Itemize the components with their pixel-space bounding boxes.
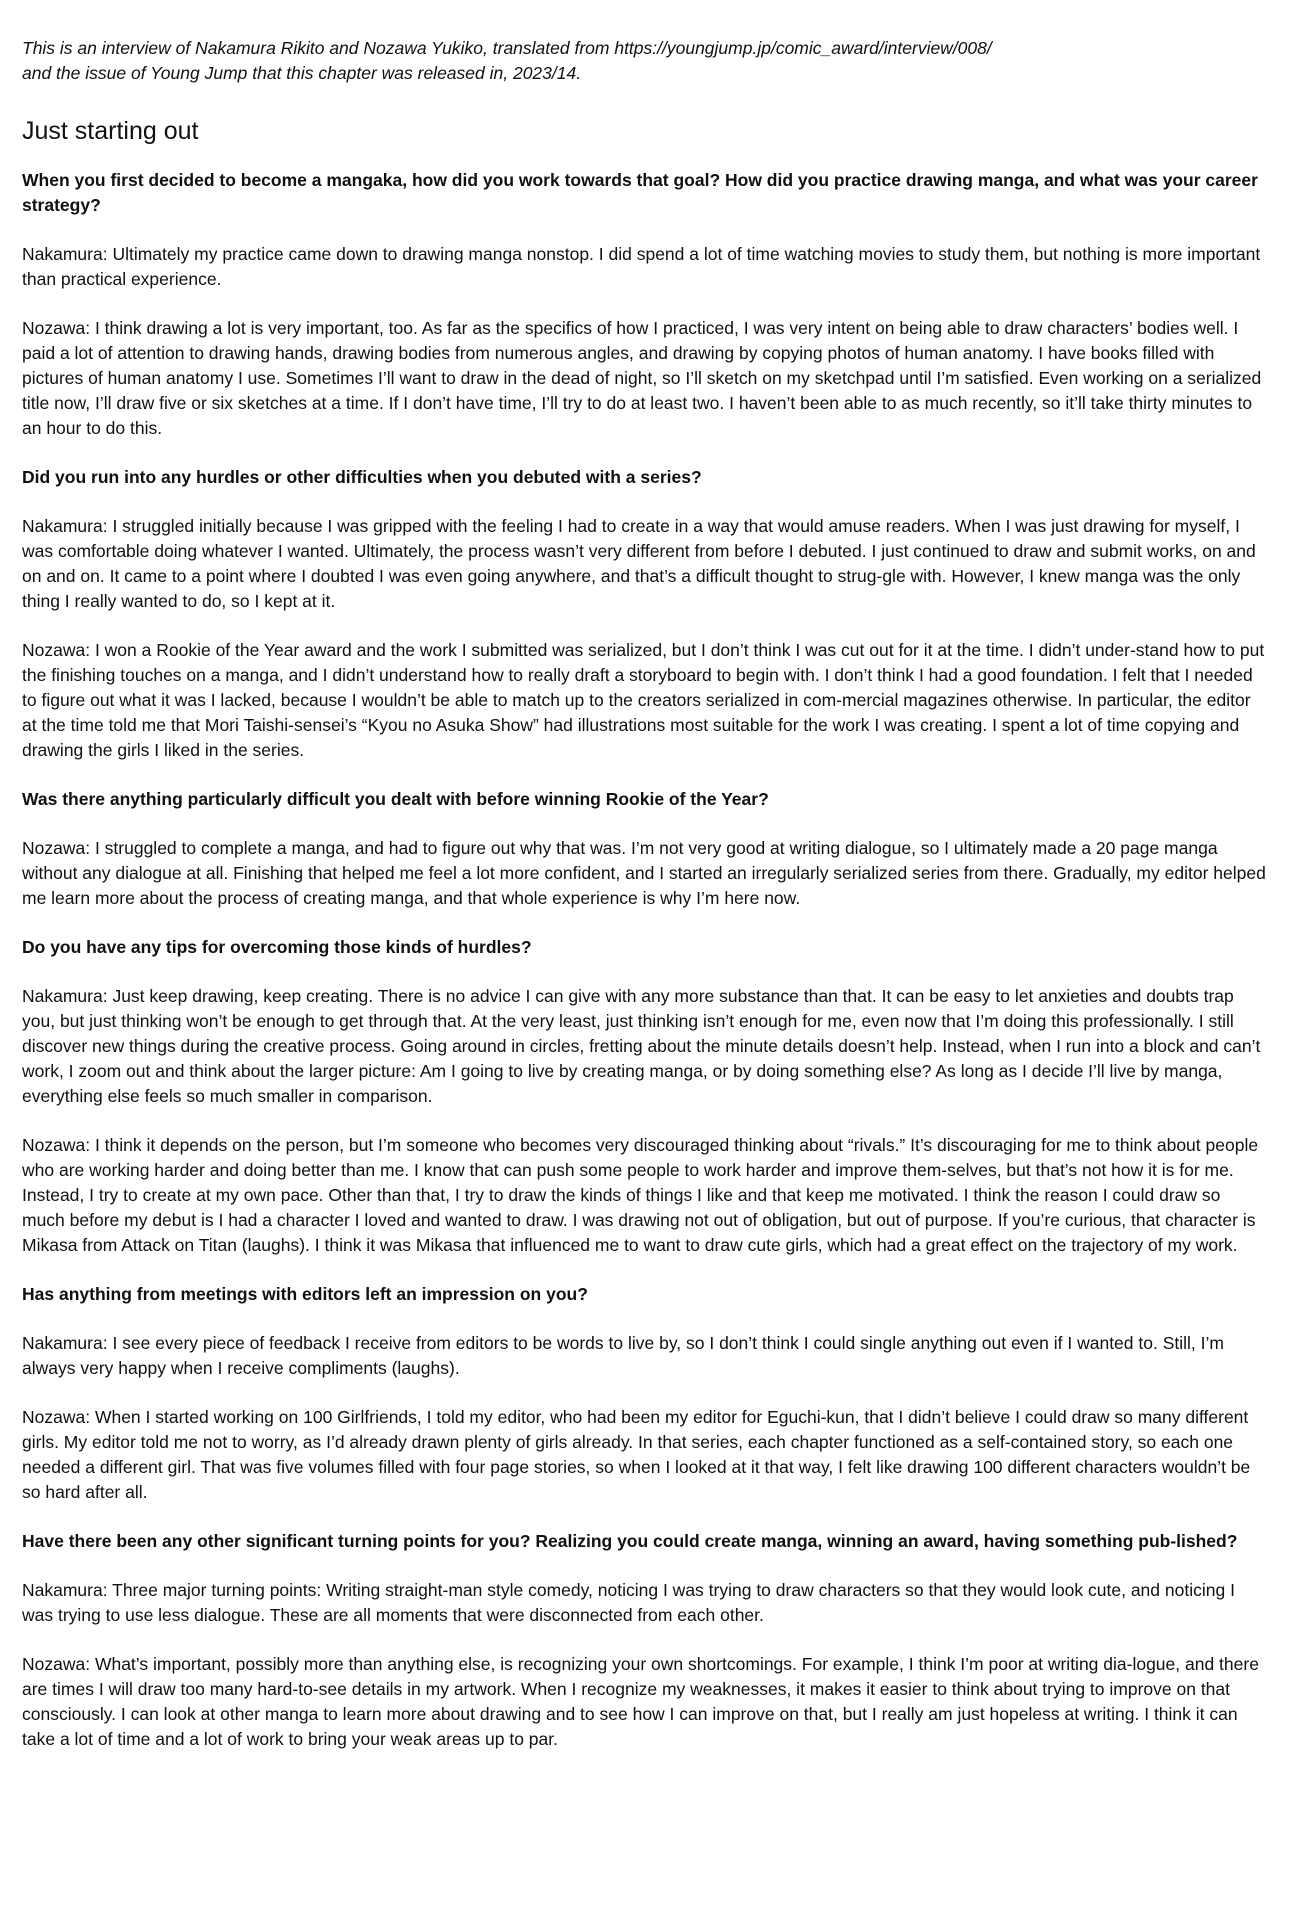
answer-nozawa-4: Nozawa: I think it depends on the person, but I’m someone who becomes very discouraged thinking about “rivals.” It’s discouraging for me to think about people who are working harder and doing better than me. I know that can push some people to work harder and improve them-selves, but that’s not how it is for me. Instead, I try to create at my own pace. Other than that, I try to draw the kinds of things I like and that keep me motivated. I think the reason I could draw so much before my debut is I had a character I loved and wanted to draw. I was drawing not out of obligation, but out of purpose. If you’re curious, that character is Mikasa from Attack on Titan (laughs). I think it was Mikasa that influenced me to want to draw cute girls, which had a great effect on the trajectory of my work. <box>22 1135 1259 1255</box>
question-1: When you first decided to become a mangaka, how did you work towards that goal? How did you practice drawing manga, and what was your career strategy? <box>22 170 1258 215</box>
question-3: Was there anything particularly difficult you dealt with before winning Rookie of the Year? <box>22 789 769 809</box>
answer-nozawa-6: Nozawa: What’s important, possibly more than anything else, is recognizing your own shortcomings. For example, I think I’m poor at writing dia-logue, and there are times I will draw too many hard-to-see details in my artwork. When I recognize my weaknesses, it makes it easier to think about trying to improve on that consciously. I can look at other manga to learn more about drawing and to see how I can improve on that, but I really am just hopeless at writing. I think it can take a lot of time and a lot of work to bring your weak areas up to par. <box>22 1654 1259 1749</box>
question-4: Do you have any tips for overcoming those kinds of hurdles? <box>22 937 532 957</box>
answer-nakamura-4: Nakamura: Just keep drawing, keep creating. There is no advice I can give with any more substance than that. It can be easy to let anxieties and doubts trap you, but just thinking won’t be enough to get through that. At the very least, just thinking isn’t enough for me, even now that I’m doing this professionally. I still discover new things during the creative process. Going around in circles, fretting about the minute details doesn’t help. Instead, when I run into a block and can’t work, I zoom out and think about the larger picture: Am I going to live by creating manga, or by doing something else? As long as I decide I’ll live by manga, everything else feels so much smaller in comparison. <box>22 986 1261 1106</box>
question-5: Has anything from meetings with editors left an impression on you? <box>22 1284 588 1304</box>
intro-line-2: and the issue of Young Jump that this chapter was released in, 2023/14. <box>22 63 582 83</box>
answer-nozawa-1: Nozawa: I think drawing a lot is very important, too. As far as the specifics of how I practiced, I was very intent on being able to draw characters’ bodies well. I paid a lot of attention to drawing hands, drawing bodies from numerous angles, and drawing by copying photos of human anatomy. I have books filled with pictures of human anatomy I use. Sometimes I’ll want to draw in the dead of night, so I’ll sketch on my sketchpad until I’m satisfied. Even working on a serialized title now, I’ll draw five or six sketches at a time. If I don’t have time, I’ll try to do at least two. I haven’t been able to as much recently, so it’ll take thirty minutes to an hour to do this. <box>22 318 1262 438</box>
question-2: Did you run into any hurdles or other difficulties when you debuted with a series? <box>22 467 702 487</box>
answer-nakamura-6: Nakamura: Three major turning points: Writing straight-man style comedy, noticing I was trying to draw characters so that they would look cute, and noticing I was trying to use less dialogue. These are all moments that were disconnected from each other. <box>22 1580 1235 1625</box>
answer-nakamura-1: Nakamura: Ultimately my practice came down to drawing manga nonstop. I did spend a lot of time watching movies to study them, but nothing is more important than practical experience. <box>22 244 1261 289</box>
answer-nozawa-3: Nozawa: I struggled to complete a manga, and had to figure out why that was. I’m not very good at writing dialogue, so I ultimately made a 20 page manga without any dialogue at all. Finishing that helped me feel a lot more confident, and I started an irregularly serialized series from there. Gradually, my editor helped me learn more about the process of creating manga, and that whole experience is why I’m here now. <box>22 838 1266 908</box>
answer-nozawa-5: Nozawa: When I started working on 100 Girlfriends, I told my editor, who had been my editor for Eguchi-kun, that I didn’t believe I could draw so many different girls. My editor told me not to worry, as I’d already drawn plenty of girls already. In that series, each chapter functioned as a self-contained story, so each one needed a different girl. That was five volumes filled with four page stories, so when I looked at it that way, I felt like drawing 100 different characters wouldn’t be so hard after all. <box>22 1407 1251 1502</box>
section-title: Just starting out <box>22 117 199 145</box>
answer-nakamura-2: Nakamura: I struggled initially because I was gripped with the feeling I had to create in a way that would amuse readers. When I was just drawing for myself, I was comfortable doing whatever I wanted. Ultimately, the process wasn’t very different from before I debuted. I just continued to draw and submit works, on and on and on. It came to a point where I doubted I was even going anywhere, and that’s a difficult thought to strug-gle with. However, I knew manga was the only thing I really wanted to do, so I kept at it. <box>22 516 1256 611</box>
intro-note <box>22 36 1267 86</box>
question-6: Have there been any other significant turning points for you? Realizing you could create manga, winning an award, having something pub-lished? <box>22 1531 1238 1551</box>
answer-nozawa-2: Nozawa: I won a Rookie of the Year award and the work I submitted was serialized, but I don’t think I was cut out for it at the time. I didn’t under-stand how to put the finishing touches on a manga, and I didn’t understand how to really draft a storyboard to begin with. I don’t think I had a good foundation. I felt that I needed to figure out what it was I lacked, because I wouldn’t be able to match up to the creators serialized in com-mercial magazines otherwise. In particular, the editor at the time told me that Mori Taishi-sensei’s “Kyou no Asuka Show” had illustrations most suitable for the work I was creating. I spent a lot of time copying and drawing the girls I liked in the series. <box>22 640 1265 760</box>
answer-nakamura-5: Nakamura: I see every piece of feedback I receive from editors to be words to live by, so I don’t think I could single anything out even if I wanted to. Still, I’m always very happy when I receive compliments (laughs). <box>22 1333 1224 1378</box>
intro-line-1: This is an interview of Nakamura Rikito and Nozawa Yukiko, translated from https://youngjump.jp/comic_award/interview/008/ <box>22 38 992 58</box>
